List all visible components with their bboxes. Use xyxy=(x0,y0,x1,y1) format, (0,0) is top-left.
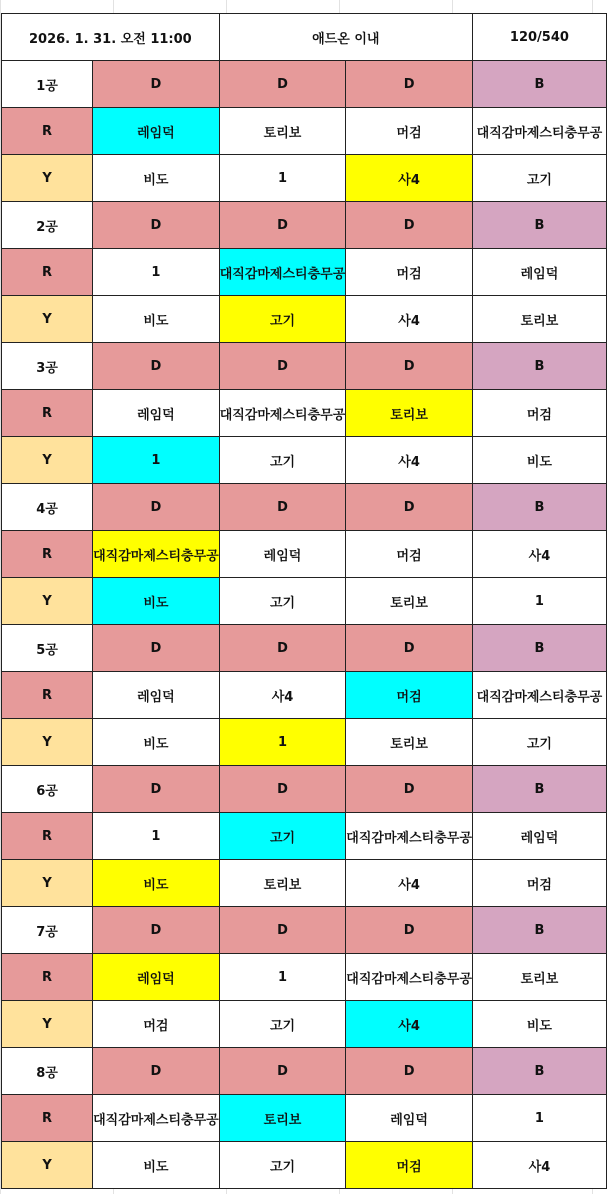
table-cell[interactable]: 사4 xyxy=(472,1142,606,1189)
table-cell[interactable]: 고기 xyxy=(219,1001,346,1048)
table-cell[interactable]: 고기 xyxy=(472,155,606,202)
table-cell[interactable]: D xyxy=(219,625,346,672)
header-addon-cell[interactable]: 애드온 이내 xyxy=(219,14,472,61)
table-row xyxy=(2,954,607,1001)
table-cell[interactable]: 토리보 xyxy=(219,1095,346,1142)
table-cell[interactable]: 고기 xyxy=(219,437,346,484)
table-cell[interactable]: 사4 xyxy=(472,531,606,578)
table-cell[interactable]: 대직감마제스티충무공 xyxy=(219,249,346,296)
table-cell[interactable]: 레임덕 xyxy=(472,249,606,296)
table-cell[interactable]: D xyxy=(93,61,220,108)
table-cell[interactable]: 1 xyxy=(93,437,220,484)
table-cell[interactable]: 토리보 xyxy=(346,578,473,625)
table-cell[interactable]: D xyxy=(346,61,473,108)
table-row xyxy=(2,437,607,484)
table-cell[interactable]: 토리보 xyxy=(219,108,346,155)
table-cell[interactable]: 5공 xyxy=(2,625,93,672)
table-cell[interactable]: 대직감마제스티충무공 xyxy=(346,813,473,860)
table-cell[interactable]: 2공 xyxy=(2,202,93,249)
table-cell[interactable]: 머검 xyxy=(346,1142,473,1189)
table-cell[interactable]: 머검 xyxy=(346,108,473,155)
table-cell[interactable]: 1 xyxy=(472,1095,606,1142)
table-cell[interactable]: D xyxy=(219,343,346,390)
table-cell[interactable]: 머검 xyxy=(93,1001,220,1048)
table-cell[interactable]: 6공 xyxy=(2,766,93,813)
table-cell[interactable]: 비도 xyxy=(93,719,220,766)
table-cell[interactable]: 사4 xyxy=(346,860,473,907)
table-cell[interactable]: 토리보 xyxy=(346,719,473,766)
table-cell[interactable]: D xyxy=(93,343,220,390)
table-row xyxy=(2,1142,607,1189)
table-cell[interactable]: D xyxy=(219,1048,346,1095)
table-row xyxy=(2,766,607,813)
table-cell[interactable]: D xyxy=(219,484,346,531)
table-cell[interactable]: 사4 xyxy=(346,437,473,484)
table-cell[interactable]: D xyxy=(346,343,473,390)
table-cell[interactable]: Y xyxy=(2,155,93,202)
table-cell[interactable]: B xyxy=(472,61,606,108)
table-cell[interactable]: 1 xyxy=(219,719,346,766)
table-cell[interactable]: 4공 xyxy=(2,484,93,531)
table-cell[interactable]: 1 xyxy=(219,954,346,1001)
table-cell[interactable]: D xyxy=(219,202,346,249)
table-cell[interactable]: 비도 xyxy=(93,1142,220,1189)
table-cell[interactable]: D xyxy=(346,484,473,531)
table-cell[interactable]: D xyxy=(346,625,473,672)
table-cell[interactable]: 레임덕 xyxy=(93,672,220,719)
table-cell[interactable]: Y xyxy=(2,860,93,907)
table-cell[interactable]: 토리보 xyxy=(346,390,473,437)
table-cell[interactable]: 머검 xyxy=(472,860,606,907)
table-cell[interactable]: 비도 xyxy=(472,1001,606,1048)
table-row xyxy=(2,296,607,343)
table-cell[interactable]: 대직감마제스티충무공 xyxy=(472,108,606,155)
table-row xyxy=(2,578,607,625)
table-cell[interactable]: 대직감마제스티충무공 xyxy=(93,1095,220,1142)
table-cell[interactable]: D xyxy=(219,907,346,954)
table-cell[interactable]: D xyxy=(219,61,346,108)
table-row xyxy=(2,719,607,766)
table-cell[interactable]: 머검 xyxy=(346,531,473,578)
table-cell[interactable]: R xyxy=(2,813,93,860)
table-row xyxy=(2,343,607,390)
table-row xyxy=(2,390,607,437)
table-cell[interactable]: B xyxy=(472,625,606,672)
table-cell[interactable]: 사4 xyxy=(346,1001,473,1048)
table-cell[interactable]: R xyxy=(2,108,93,155)
table-cell[interactable]: 머검 xyxy=(472,390,606,437)
table-row xyxy=(2,249,607,296)
table-cell[interactable]: 레임덕 xyxy=(93,390,220,437)
table-cell[interactable]: R xyxy=(2,531,93,578)
table-cell[interactable]: 1 xyxy=(93,813,220,860)
table-cell[interactable]: B xyxy=(472,907,606,954)
table-cell[interactable]: Y xyxy=(2,719,93,766)
table-cell[interactable]: 비도 xyxy=(93,155,220,202)
table-cell[interactable]: B xyxy=(472,1048,606,1095)
table-cell[interactable]: 대직감마제스티충무공 xyxy=(472,672,606,719)
table-cell[interactable]: R xyxy=(2,672,93,719)
table-cell[interactable]: D xyxy=(93,766,220,813)
table-cell[interactable]: R xyxy=(2,249,93,296)
table-cell[interactable]: D xyxy=(346,907,473,954)
table-row xyxy=(2,1095,607,1142)
table-row xyxy=(2,61,607,108)
table-cell[interactable]: 고기 xyxy=(219,813,346,860)
table-cell[interactable]: 대직감마제스티충무공 xyxy=(219,390,346,437)
table-cell[interactable]: D xyxy=(346,202,473,249)
table-cell[interactable]: 고기 xyxy=(472,719,606,766)
table-cell[interactable]: 토리보 xyxy=(472,954,606,1001)
table-cell[interactable]: 비도 xyxy=(93,296,220,343)
table-cell[interactable]: 비도 xyxy=(93,860,220,907)
table-cell[interactable]: D xyxy=(93,484,220,531)
table-row xyxy=(2,813,607,860)
table-cell[interactable]: 레임덕 xyxy=(346,1095,473,1142)
table-row xyxy=(2,860,607,907)
table-cell[interactable]: 사4 xyxy=(346,155,473,202)
table-cell[interactable]: Y xyxy=(2,296,93,343)
table-cell[interactable]: 사4 xyxy=(346,296,473,343)
table-cell[interactable]: R xyxy=(2,954,93,1001)
table-cell[interactable]: 1 xyxy=(219,155,346,202)
table-cell[interactable]: 토리보 xyxy=(219,860,346,907)
table-cell[interactable]: B xyxy=(472,766,606,813)
table-row xyxy=(2,907,607,954)
table-cell[interactable]: R xyxy=(2,1095,93,1142)
table-cell[interactable]: 대직감마제스티충무공 xyxy=(346,954,473,1001)
table-cell[interactable]: B xyxy=(472,343,606,390)
table-cell[interactable]: D xyxy=(219,766,346,813)
table-cell[interactable]: 1 xyxy=(93,249,220,296)
table-cell[interactable]: 7공 xyxy=(2,907,93,954)
table-cell[interactable]: Y xyxy=(2,1142,93,1189)
table-cell[interactable]: D xyxy=(346,766,473,813)
table-cell[interactable]: 대직감마제스티충무공 xyxy=(93,531,220,578)
table-row xyxy=(2,155,607,202)
table-cell[interactable]: 레임덕 xyxy=(93,954,220,1001)
table-cell[interactable]: 고기 xyxy=(219,578,346,625)
table-cell[interactable]: 고기 xyxy=(219,1142,346,1189)
table-row xyxy=(2,484,607,531)
table-cell[interactable]: Y xyxy=(2,578,93,625)
table-row xyxy=(2,625,607,672)
table-row xyxy=(2,672,607,719)
table-cell[interactable]: 사4 xyxy=(219,672,346,719)
schedule-table-body xyxy=(2,14,607,1189)
header-count-cell[interactable]: 120/540 xyxy=(472,14,606,61)
table-cell[interactable]: 비도 xyxy=(472,437,606,484)
table-cell[interactable]: Y xyxy=(2,437,93,484)
table-cell[interactable]: 3공 xyxy=(2,343,93,390)
table-cell[interactable]: 레임덕 xyxy=(93,108,220,155)
header-row xyxy=(2,14,607,61)
table-row xyxy=(2,202,607,249)
table-cell[interactable]: R xyxy=(2,390,93,437)
table-cell[interactable]: D xyxy=(93,625,220,672)
table-cell[interactable]: 머검 xyxy=(346,249,473,296)
table-cell[interactable]: 1공 xyxy=(2,61,93,108)
table-cell[interactable]: 머검 xyxy=(346,672,473,719)
schedule-table xyxy=(1,13,607,1189)
table-cell[interactable]: 고기 xyxy=(219,296,346,343)
table-cell[interactable]: D xyxy=(93,202,220,249)
table-cell[interactable]: 비도 xyxy=(93,578,220,625)
table-row xyxy=(2,108,607,155)
header-datetime-cell[interactable]: 2026. 1. 31. 오전 11:00 xyxy=(2,14,220,61)
table-cell[interactable]: B xyxy=(472,484,606,531)
table-cell[interactable]: D xyxy=(93,907,220,954)
table-cell[interactable]: D xyxy=(93,1048,220,1095)
table-cell[interactable]: 레임덕 xyxy=(472,813,606,860)
table-cell[interactable]: 1 xyxy=(472,578,606,625)
table-cell[interactable]: B xyxy=(472,202,606,249)
table-cell[interactable]: 토리보 xyxy=(472,296,606,343)
table-row xyxy=(2,531,607,578)
table-cell[interactable]: D xyxy=(346,1048,473,1095)
table-cell[interactable]: 8공 xyxy=(2,1048,93,1095)
table-cell[interactable]: 레임덕 xyxy=(219,531,346,578)
table-row xyxy=(2,1001,607,1048)
table-row xyxy=(2,1048,607,1095)
table-cell[interactable]: Y xyxy=(2,1001,93,1048)
